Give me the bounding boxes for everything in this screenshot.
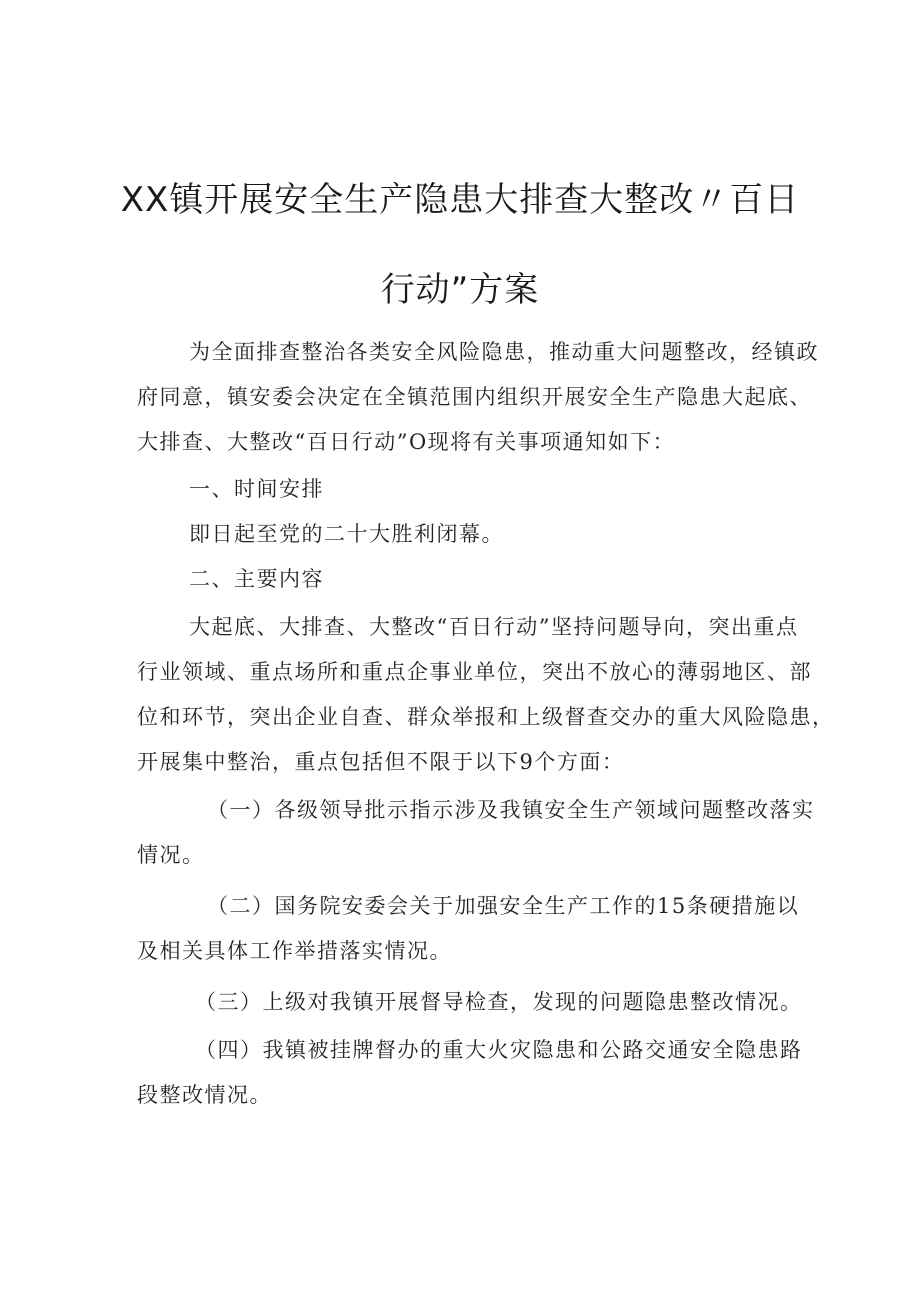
section2-line: 大起底、大排查、大整改“百日行动”坚持问题导向，突出重点 (189, 615, 799, 639)
section-content-paragraph (137, 605, 835, 785)
section2-line: 位和环节，突出企业自查、群众举报和上级督查交办的重大风险隐患， (137, 705, 835, 729)
list-item (137, 884, 800, 974)
item2-line: （二）国务院安委会关于加强安全生产工作的15条硬措施以 (207, 894, 800, 918)
item1-line: （一）各级领导批示指示涉及我镇安全生产领域问题整改落实 (207, 798, 815, 822)
section2-heading-text: 二、主要内容 (189, 567, 324, 591)
section1-heading-text: 一、时间安排 (189, 477, 324, 501)
intro-paragraph (137, 330, 819, 465)
item2-line: 及相关具体工作举措落实情况。 (137, 939, 452, 963)
list-item (137, 1028, 803, 1118)
document-title-line-1: XX镇开展安全生产隐患大排查大整改〃百日 (120, 180, 800, 220)
section-content (137, 512, 797, 557)
section-heading (137, 557, 797, 602)
item4-line: 段整改情况。 (137, 1083, 272, 1107)
section2-line: 开展集中整治，重点包括但不限于以下9个方面： (137, 750, 625, 774)
intro-line: 大排查、大整改“百日行动”O现将有关事项通知如下： (137, 430, 676, 454)
list-item (137, 788, 815, 878)
item4-line: （四）我镇被挂牌督办的重大火灾隐患和公路交通安全隐患路 (195, 1038, 803, 1062)
section1-content-text: 即日起至党的二十大胜利闭幕。 (189, 522, 504, 546)
intro-line: 为全面排查整治各类安全风险隐患，推动重大问题整改，经镇政 (189, 340, 819, 364)
section-heading (137, 467, 797, 512)
item1-line: 情况。 (137, 843, 205, 867)
document-title-line-2: 行动”方案 (380, 270, 540, 310)
intro-line: 府同意，镇安委会决定在全镇范围内组织开展安全生产隐患大起底、 (137, 385, 812, 409)
section2-line: 行业领域、重点场所和重点企事业单位，突出不放心的薄弱地区、部 (137, 660, 812, 684)
list-item (137, 980, 803, 1025)
item3-line: （三）上级对我镇开展督导检查，发现的问题隐患整改情况。 (195, 990, 803, 1014)
